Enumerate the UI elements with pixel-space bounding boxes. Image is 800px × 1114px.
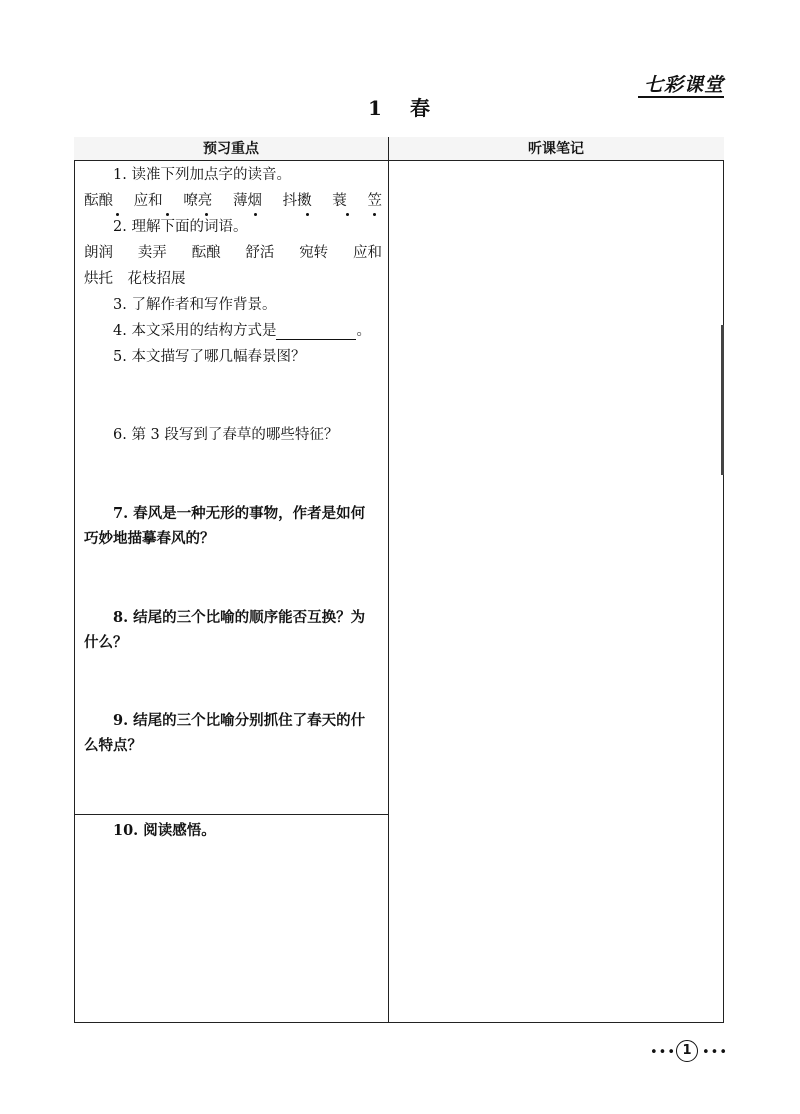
header-preview-points: 预习重点	[203, 141, 259, 157]
q2-word: 宛转	[299, 245, 329, 261]
question-3: 3. 了解作者和写作背景。	[113, 297, 277, 313]
q1-word: 酝酿	[84, 193, 113, 209]
page-number-badge	[650, 1040, 729, 1062]
q4-prefix: 4. 本文采用的结构方式是	[113, 323, 277, 339]
section-divider	[74, 814, 389, 815]
decorative-dots: •••	[650, 1045, 677, 1060]
q2-word: 舒活	[245, 245, 275, 261]
q4-suffix: 。	[356, 323, 371, 339]
q1-word-list	[84, 192, 384, 210]
lesson-number: 1	[368, 96, 384, 120]
emphasis-dot	[306, 213, 309, 216]
q2-word-list	[84, 244, 384, 262]
q2-word: 酝酿	[191, 245, 221, 261]
emphasis-dot	[205, 213, 208, 216]
brand-logo: 七彩课堂	[643, 74, 724, 96]
q1-word: 笠	[367, 193, 382, 209]
q2-word: 应和	[352, 245, 382, 261]
emphasis-dot	[116, 213, 119, 216]
emphasis-dot	[373, 213, 376, 216]
emphasis-dot	[166, 213, 169, 216]
question-9: 9. 结尾的三个比喻分别抓住了春天的什	[113, 712, 366, 729]
question-6: 6. 第 3 段写到了春草的哪些特征？	[113, 427, 339, 443]
question-4	[113, 322, 383, 340]
q2-word: 卖弄	[137, 245, 167, 261]
page-title	[0, 92, 800, 121]
lesson-title: 春	[409, 96, 432, 120]
q1-word: 应和	[133, 193, 163, 209]
q2-word: 朗润	[84, 245, 113, 261]
q1-word: 嘹亮	[183, 193, 213, 209]
decorative-dots: •••	[702, 1045, 729, 1060]
emphasis-dot	[346, 213, 349, 216]
question-2: 2. 理解下面的词语。	[113, 219, 248, 235]
question-5: 5. 本文描写了哪几幅春景图？	[113, 349, 306, 365]
q1-word: 薄烟	[232, 193, 262, 209]
table-header	[74, 137, 724, 161]
question-10: 10. 阅读感悟。	[113, 822, 216, 839]
header-class-notes: 听课笔记	[528, 141, 584, 157]
question-7-cont: 巧妙地描摹春风的？	[84, 530, 215, 547]
emphasis-dot	[254, 213, 257, 216]
question-9-cont: 么特点？	[84, 737, 142, 754]
column-divider	[388, 137, 389, 1023]
q1-word: 蓑	[332, 193, 347, 209]
q2-word-list-2: 烘托 花枝招展	[84, 271, 186, 287]
page-number: 1	[676, 1040, 698, 1062]
q1-word: 抖擞	[282, 193, 312, 209]
answer-blank	[276, 325, 356, 340]
question-8-cont: 什么？	[84, 634, 128, 651]
question-8: 8. 结尾的三个比喻的顺序能否互换？为	[113, 609, 366, 626]
margin-mark	[721, 325, 724, 475]
question-1: 1. 读准下列加点字的读音。	[113, 167, 291, 183]
question-7: 7. 春风是一种无形的事物，作者是如何	[113, 505, 366, 522]
